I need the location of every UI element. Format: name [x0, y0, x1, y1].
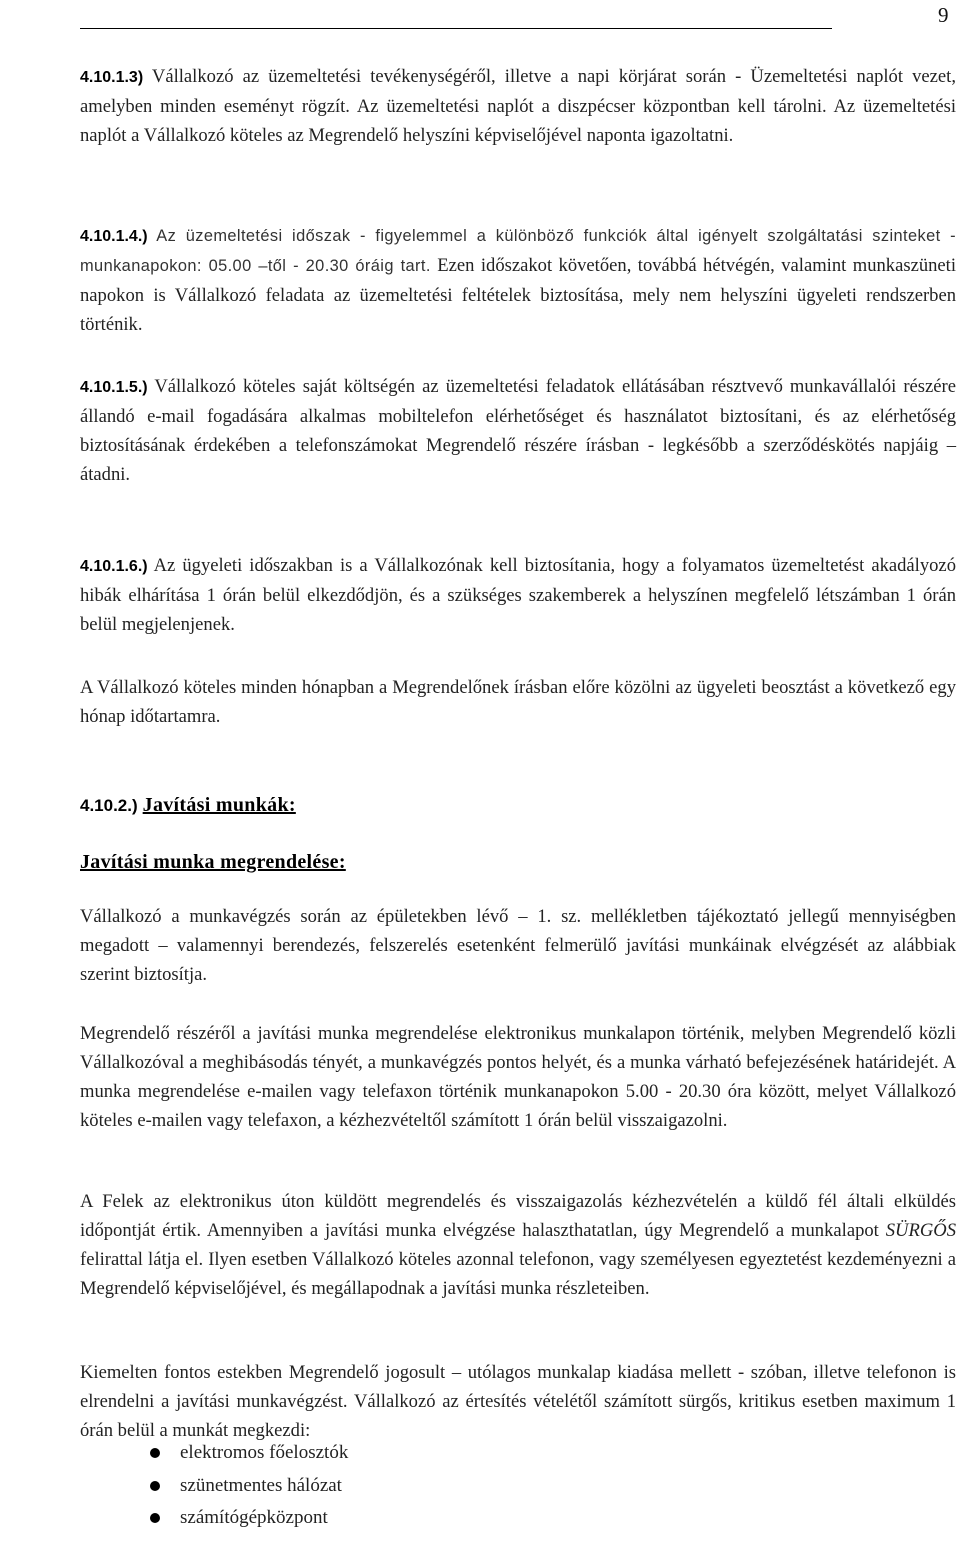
- heading-number: 4.10.2.): [80, 796, 138, 815]
- paragraph-text-continued: felirattal látja el. Ilyen esetben Vállalkozó köteles azonnal telefonon, vagy személyesen egyeztetést kezdeményezni a Megrendelő képviselőjével, és megállapodnak a javítási munka részleteiben.: [80, 1249, 956, 1299]
- list-item-text: számítógépközpont: [180, 1507, 328, 1528]
- paragraph-critical-cases: Kiemelten fontos estekben Megrendelő jogosult – utólagos munkalap kiadása mellett - szóban, illetve telefonon is elrendelni a javítási munkavégzést. Vállalkozó az értesítés vételétől számított sürgős, kritikus esetben maximum 1 órán belül a munkát megkezdi:: [80, 1362, 956, 1441]
- paragraph-order-process: Megrendelő részéről a javítási munka megrendelése elektronikus munkalapon történik, melyben Megrendelő közli Vállalkozóval a meghibásodás tényét, a munkavégzés pontos helyét, és a munka várható befejezésének határidejét. A munka megrendelése e-mailen vagy telefaxon történik munkanapokon 5.00 - 20.30 óra között, melyet Vállalkozó köteles e-mailen vagy telefaxon, a kézhezvételtől számított 1 órán belül visszaigazolni.: [80, 1023, 956, 1131]
- page-number: 9: [938, 3, 949, 27]
- section-text: Vállalkozó köteles saját költségén az üzemeltetési feladatok ellátásában résztvevő munkavállalói részére állandó e-mail fogadására alkalmas mobiltelefon elérhetőséget és használatot biztosítani, és az elérhetőség biztosításának érdekében a telefonszámokat Megrendelő részére írásban - legkésőbb a szerződéskötés napjáig – átadni.: [80, 376, 956, 485]
- bullet-icon: [150, 1513, 160, 1523]
- paragraph-urgent-orders: [80, 1187, 956, 1303]
- bullet-icon: [150, 1481, 160, 1491]
- urgent-label: SÜRGŐS: [885, 1220, 956, 1241]
- section-text: Az ügyeleti időszakban is a Vállalkozónak kell biztosítania, hogy a folyamatos üzemeltetést akadályozó hibák elhárítása 1 órán belül elkezdődjön, és a szükséges szakemberek a helyszínen megfelelő létszámban 1 órán belül megjelenjenek.: [80, 555, 956, 635]
- section-4-10-1-4: [80, 221, 956, 339]
- section-4-10-1-5: [80, 372, 956, 489]
- section-4-10-1-3: [80, 62, 956, 150]
- list-item: [150, 1502, 348, 1535]
- section-number: 4.10.1.6.): [80, 558, 148, 575]
- section-number: 4.10.1.5.): [80, 379, 148, 396]
- heading-repair-works: [80, 790, 296, 821]
- paragraph-repair-scope: Vállalkozó a munkavégzés során az épületekben lévő – 1. sz. mellékletben tájékoztató jellegű mennyiségben megadott – valamennyi berendezés, felszerelés esetenként felmerülő javítási munkáinak elvégzését az alábbiak szerint biztosítja.: [80, 906, 956, 985]
- list-item-text: szünetmentes hálózat: [180, 1474, 342, 1496]
- section-text: Az üzemeltetési időszak - figyelemmel a különböző funkciók által igényelt szolgáltatási szinteket - munkanapokon: 05.00 –től - 20.30 óráig tart.: [80, 227, 956, 275]
- heading-title: Javítási munkák:: [142, 794, 296, 816]
- section-number: 4.10.1.4.): [80, 228, 148, 245]
- section-number: 4.10.1.3): [80, 69, 144, 86]
- list-item: [150, 1470, 348, 1503]
- list-item-text: elektromos főelosztók: [180, 1442, 349, 1463]
- heading-repair-order: [80, 847, 346, 877]
- header-rule: [80, 28, 832, 29]
- critical-systems-list: [150, 1437, 348, 1535]
- section-text-continued: Ezen időszakot követően, továbbá hétvégén, valamint munkaszüneti napokon is Vállalkozó feladata az üzemeltetési feltételek biztosítása, mely nem helyszíni ügyeleti rendszerben történik.: [80, 255, 957, 335]
- section-text: Vállalkozó az üzemeltetési tevékenységéről, illetve a napi körjárat során - Üzemeltetési naplót vezet, amelyben minden eseményt rögzít. Az üzemeltetési naplót a diszpécser központban kell tárolni. Az üzemeltetési naplót a Vállalkozó köteles az Megrendelő helyszíni képviselőjével naponta igazoltatni.: [80, 66, 956, 146]
- section-4-10-1-6: [80, 551, 956, 639]
- paragraph-monthly-schedule: A Vállalkozó köteles minden hónapban a Megrendelőnek írásban előre közölni az ügyeleti beosztást a következő egy hónap időtartamra.: [80, 677, 956, 727]
- list-item: [150, 1437, 348, 1470]
- paragraph-text: A Felek az elektronikus úton küldött megrendelés és visszaigazolás kézhezvételén a küldő fél általi elküldés időpontját értik. Amennyiben a javítási munka elvégzése halaszthatatlan, úgy Megrendelő a munkalapot: [80, 1191, 956, 1241]
- heading-title: Javítási munka megrendelése:: [80, 851, 346, 873]
- bullet-icon: [150, 1448, 160, 1458]
